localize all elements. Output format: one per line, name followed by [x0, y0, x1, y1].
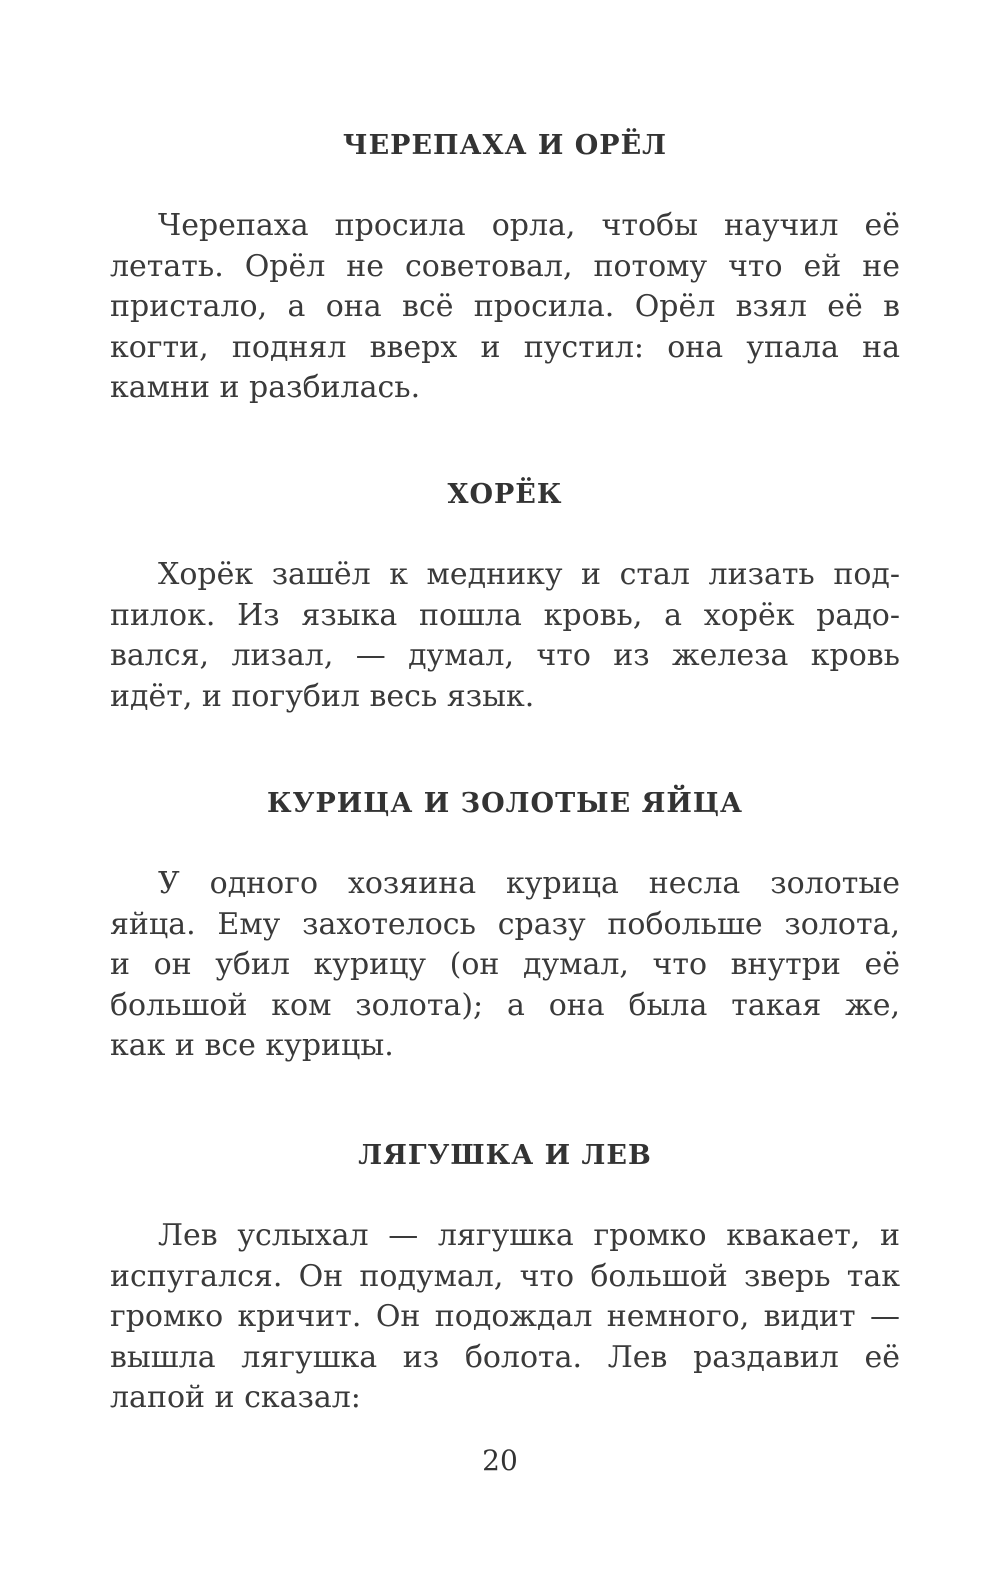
page-number: 20 [482, 1444, 518, 1477]
text-line: и он убил курицу (он думал, что внутри её [110, 947, 900, 982]
text-line: испугался. Он подумал, что большой зверь так [110, 1258, 900, 1294]
text-line: громко кричит. Он подождал немного, видит — [110, 1299, 900, 1334]
story-text [110, 555, 900, 717]
text-line: летать. Орёл не советовал, потому что ей не [110, 248, 900, 284]
story-title: КУРИЦА И ЗОЛОТЫЕ ЯЙЦА [267, 788, 743, 819]
story-text [110, 1216, 900, 1419]
story-title: ЛЯГУШКА И ЛЕВ [358, 1140, 652, 1171]
text-line: пилок. Из языка пошла кровь, а хорёк радо- [110, 597, 900, 633]
text-line: У одного хозяина курица несла золотые [158, 866, 900, 901]
story-hen-and-golden-eggs [110, 784, 900, 1067]
story-text [110, 206, 900, 409]
text-line: вался, лизал, — думал, что из железа кровь [110, 638, 900, 673]
story-frog-and-lion [110, 1136, 900, 1419]
text-line: идёт, и погубил весь язык. [110, 678, 535, 714]
text-line: большой ком золота); а она была такая же, [110, 987, 900, 1023]
text-line: когти, поднял вверх и пустил: она упала на [110, 329, 900, 365]
text-line: яйца. Ему захотелось сразу побольше золота, [110, 906, 900, 942]
story-title: ХОРЁК [447, 479, 563, 510]
text-line: камни и разбилась. [110, 370, 421, 405]
story-title: ЧЕРЕПАХА И ОРЁЛ [342, 130, 668, 161]
story-text [110, 864, 900, 1067]
story-ferret [110, 475, 900, 717]
text-line: как и все курицы. [110, 1028, 394, 1063]
text-line: Хорёк зашёл к меднику и стал лизать под- [158, 557, 900, 592]
text-line: Лев услыхал — лягушка громко квакает, и [158, 1218, 900, 1253]
text-line: Черепаха просила орла, чтобы научил её [158, 208, 900, 243]
text-line: пристало, а она всё просила. Орёл взял её в [110, 289, 900, 324]
story-turtle-and-eagle [110, 126, 900, 409]
text-line: вышла лягушка из болота. Лев раздавил её [110, 1339, 900, 1375]
text-line: лапой и сказал: [110, 1380, 361, 1415]
